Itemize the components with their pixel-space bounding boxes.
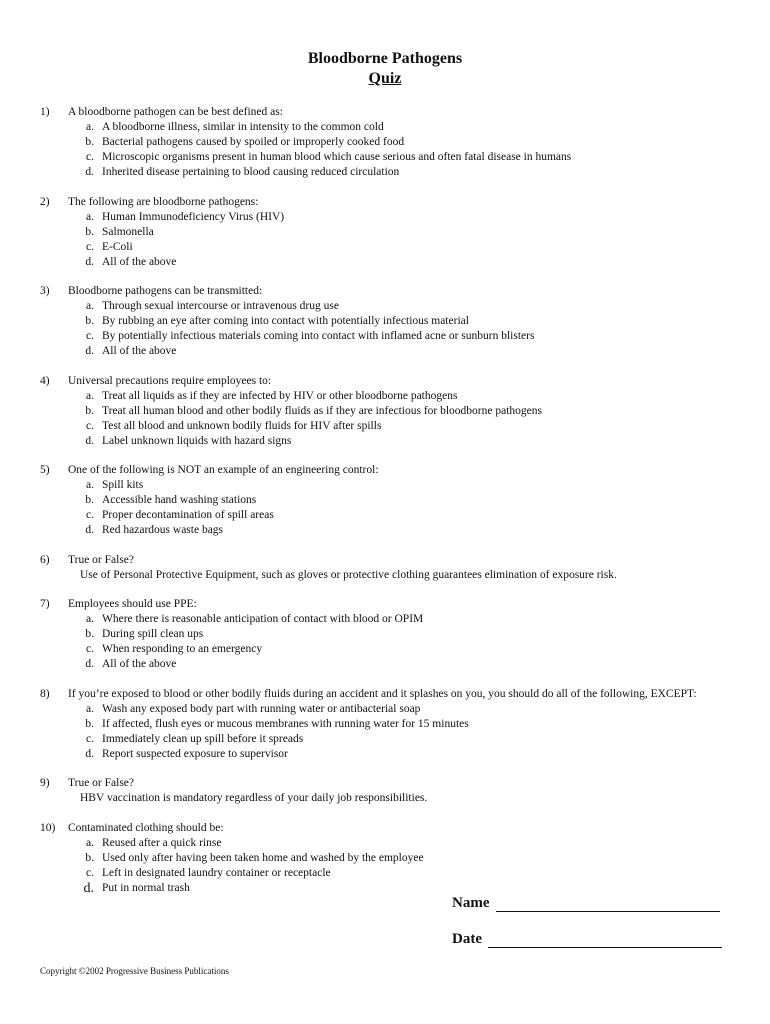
option-letter: a. [86, 300, 94, 312]
question-text: The following are bloodborne pathogens: [68, 195, 259, 208]
answer-option[interactable] [40, 255, 730, 270]
option-text: A bloodborne illness, similar in intensity to the common cold [102, 121, 384, 133]
answer-option[interactable] [40, 523, 730, 538]
option-letter: c. [86, 419, 94, 432]
question-text: One of the following is NOT an example of an engineering control: [68, 464, 379, 476]
answer-option[interactable] [40, 314, 730, 329]
question-number: 4) [40, 374, 50, 387]
answer-option[interactable] [40, 657, 730, 672]
question-number: 3) [40, 285, 50, 297]
option-letter: a. [86, 389, 94, 402]
question-number: 2) [40, 195, 50, 208]
option-letter: c. [86, 643, 94, 655]
option-letter: b. [85, 404, 94, 417]
option-text: Inherited disease pertaining to blood causing reduced circulation [102, 166, 400, 178]
quiz-title: Bloodborne Pathogens [307, 50, 463, 67]
option-letter: c. [86, 866, 94, 879]
question-text: True or False? [68, 553, 135, 566]
question-statement: Use of Personal Protective Equipment, such as gloves or protective clothing guarantees elimination of exposure risk. [80, 568, 617, 581]
question-8 [40, 687, 730, 762]
option-letter: c. [86, 151, 94, 163]
option-text: Proper decontamination of spill areas [102, 509, 274, 521]
question-10 [40, 821, 730, 896]
question-1 [40, 105, 730, 180]
option-text: Test all blood and unknown bodily fluids for HIV after spills [102, 419, 382, 432]
question-text: True or False? [68, 777, 135, 789]
answer-option[interactable] [40, 493, 730, 508]
option-text: Bacterial pathogens caused by spoiled or improperly cooked food [102, 136, 405, 148]
question-number: 5) [40, 464, 50, 476]
option-letter: d. [85, 345, 94, 357]
option-letter: b. [85, 315, 94, 327]
option-letter: d. [85, 658, 94, 670]
option-text: All of the above [102, 658, 177, 670]
question-text: Bloodborne pathogens can be transmitted: [68, 285, 263, 297]
option-letter: d. [85, 747, 94, 760]
answer-option[interactable] [40, 508, 730, 523]
answer-option[interactable] [40, 299, 730, 314]
option-text: E-Coli [102, 240, 133, 253]
option-letter: b. [85, 628, 94, 640]
option-text: By rubbing an eye after coming into contact with potentially infectious material [102, 315, 469, 327]
date-blank-line[interactable] [488, 931, 722, 948]
answer-option[interactable] [40, 225, 730, 240]
option-text: Reused after a quick rinse [102, 836, 222, 849]
answer-option[interactable] [40, 434, 730, 449]
option-letter: a. [86, 121, 94, 133]
option-text: Treat all human blood and other bodily fluids as if they are infectious for bloodborne pathogens [102, 404, 542, 417]
option-text: Microscopic organisms present in human blood which cause serious and often fatal disease in humans [102, 151, 572, 163]
quiz-subtitle: Quiz [368, 70, 402, 87]
answer-option[interactable] [40, 389, 730, 404]
option-letter: d. [85, 524, 94, 536]
question-4 [40, 374, 730, 449]
question-2 [40, 195, 730, 270]
question-7 [40, 597, 730, 672]
option-letter: c. [86, 509, 94, 521]
option-text: Used only after having been taken home and washed by the employee [102, 851, 424, 864]
copyright-notice: Copyright ©2002 Progressive Business Publications [40, 966, 229, 976]
question-statement: HBV vaccination is mandatory regardless of your daily job responsibilities. [80, 792, 428, 804]
answer-option[interactable] [40, 404, 730, 419]
option-letter: a. [86, 836, 94, 849]
answer-option[interactable] [40, 866, 730, 881]
option-letter: b. [85, 494, 94, 506]
question-number: 7) [40, 598, 50, 610]
answer-option[interactable] [40, 627, 730, 642]
option-text: Wash any exposed body part with running water or antibacterial soap [102, 702, 421, 715]
option-letter: d. [85, 434, 94, 447]
option-text: When responding to an emergency [102, 643, 263, 655]
option-text: During spill clean ups [102, 628, 204, 640]
date-field[interactable] [452, 931, 722, 948]
option-text: Where there is reasonable anticipation of contact with blood or OPIM [102, 613, 424, 625]
option-text: Red hazardous waste bags [102, 524, 224, 536]
option-text: Spill kits [102, 479, 144, 491]
option-text: All of the above [102, 345, 177, 357]
name-field[interactable] [452, 895, 720, 912]
option-letter: a. [86, 210, 94, 223]
answer-option[interactable] [40, 881, 730, 896]
answer-option[interactable] [40, 135, 730, 150]
answer-option[interactable] [40, 165, 730, 180]
answer-option[interactable] [40, 478, 730, 493]
answer-option[interactable] [40, 329, 730, 344]
option-text: Through sexual intercourse or intravenous drug use [102, 300, 339, 312]
answer-option[interactable] [40, 210, 730, 225]
option-letter: c. [86, 240, 94, 253]
answer-option[interactable] [40, 702, 730, 717]
date-label: Date [452, 931, 482, 947]
option-letter: b. [85, 851, 94, 864]
question-number: 1) [40, 106, 50, 118]
question-text: Universal precautions require employees to: [68, 374, 272, 387]
question-3 [40, 284, 730, 359]
answer-option[interactable] [40, 836, 730, 851]
answer-option[interactable] [40, 851, 730, 866]
option-text: Put in normal trash [102, 881, 190, 894]
answer-option[interactable] [40, 717, 730, 732]
option-text: Left in designated laundry container or receptacle [102, 866, 331, 879]
question-number: 10) [40, 821, 56, 834]
question-number: 9) [40, 777, 50, 789]
question-text: If you’re exposed to blood or other bodily fluids during an accident and it splashes on you, you should do all of the following, EXCEPT: [68, 687, 697, 700]
question-6 [40, 553, 730, 583]
answer-option[interactable] [40, 732, 730, 747]
option-text: By potentially infectious materials coming into contact with inflamed acne or sunburn blisters [102, 330, 535, 342]
option-letter: b. [85, 717, 94, 730]
option-letter: d. [85, 166, 94, 178]
option-letter: c. [86, 732, 94, 745]
option-letter: b. [85, 225, 94, 238]
option-text: Treat all liquids as if they are infected by HIV or other bloodborne pathogens [102, 389, 458, 402]
question-number: 6) [40, 553, 50, 566]
option-text: Human Immunodeficiency Virus (HIV) [102, 210, 285, 223]
option-text: All of the above [102, 255, 177, 268]
question-text: Contaminated clothing should be: [68, 821, 224, 834]
option-letter: a. [86, 702, 94, 715]
answer-option[interactable] [40, 747, 730, 762]
option-text: Salmonella [102, 225, 154, 238]
answer-option[interactable] [40, 642, 730, 657]
option-text: If affected, flush eyes or mucous membranes with running water for 15 minutes [102, 717, 469, 730]
option-letter: d. [85, 255, 94, 268]
option-text: Immediately clean up spill before it spreads [102, 732, 304, 745]
question-text: Employees should use PPE: [68, 598, 197, 610]
answer-option[interactable] [40, 120, 730, 135]
option-text: Report suspected exposure to supervisor [102, 747, 288, 760]
option-letter: d. [83, 880, 94, 896]
question-list [40, 105, 730, 910]
option-letter: a. [86, 479, 94, 491]
option-text: Label unknown liquids with hazard signs [102, 434, 292, 447]
name-blank-line[interactable] [496, 895, 720, 912]
answer-option[interactable] [40, 612, 730, 627]
answer-option[interactable] [40, 240, 730, 255]
option-letter: b. [85, 136, 94, 148]
option-letter: c. [86, 330, 94, 342]
question-number: 8) [40, 687, 50, 700]
question-5 [40, 463, 730, 538]
question-9 [40, 776, 730, 806]
answer-option[interactable] [40, 344, 730, 359]
answer-option[interactable] [40, 150, 730, 165]
option-letter: a. [86, 613, 94, 625]
option-text: Accessible hand washing stations [102, 494, 257, 506]
name-label: Name [452, 895, 490, 911]
question-text: A bloodborne pathogen can be best defined as: [68, 106, 283, 118]
answer-option[interactable] [40, 419, 730, 434]
